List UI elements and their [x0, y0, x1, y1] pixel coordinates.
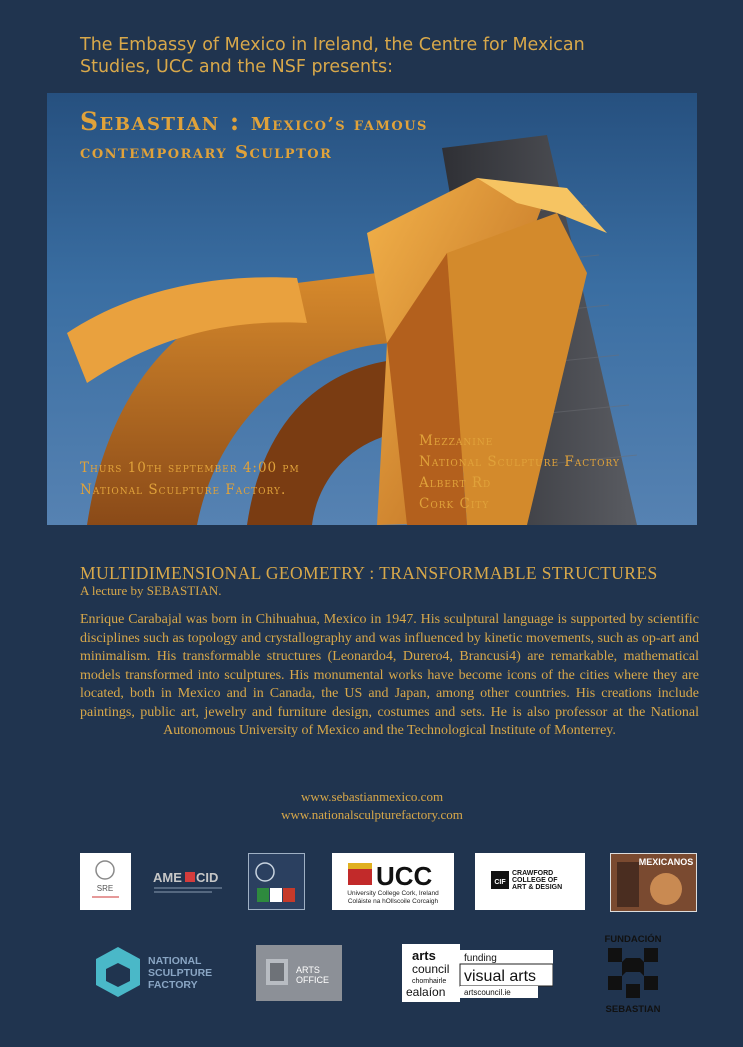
eagle-seal-icon [96, 861, 114, 879]
ucc-line-2: Coláiste na hOllscoile Corcaigh [347, 898, 439, 905]
lecture-title: MULTIDIMENSIONAL GEOMETRY : TRANSFORMABLE STRUCTURES [80, 563, 658, 583]
venue-line: Albert Rd [419, 475, 492, 491]
arts-council-3: chomhairle [412, 978, 447, 985]
venue-line: National Sculpture Factory [419, 454, 620, 470]
web-links [200, 788, 544, 824]
mexicanos-logo [610, 853, 697, 912]
artscouncil-url: artscouncil.ie [464, 988, 511, 997]
nsf-line-1: NATIONAL [148, 955, 202, 967]
arts-council-2: council [412, 962, 450, 976]
event-date: Thurs 10th september 4:00 pm [80, 460, 300, 476]
ucc-logo [332, 853, 454, 910]
fundacion-text: FUNDACIÓN [604, 934, 662, 945]
arts-council-logo [402, 944, 553, 1002]
visual-arts-text: visual arts [464, 968, 537, 985]
hero-image [47, 93, 697, 525]
fundacion-sebastian-logo [596, 932, 671, 1016]
amexcid-logo [152, 866, 230, 898]
sre-logo [80, 853, 131, 910]
nsf-line-2: SCULPTURE [148, 967, 213, 979]
mexican-studies-logo [248, 853, 305, 910]
ucc-text: UCC [376, 861, 433, 891]
venue-line: Mezzanine [419, 433, 494, 449]
crawford-line-1: CRAWFORD [512, 870, 554, 877]
amexcid-mark-icon [185, 872, 195, 882]
headline-line-2: contemporary Sculptor [80, 142, 333, 163]
headline [80, 107, 680, 163]
venue-line: Cork City [419, 496, 490, 512]
lecture-subtitle: A lecture by SEBASTIAN. [80, 583, 222, 598]
amexcid-text-b: CID [196, 870, 219, 885]
venue-address [419, 431, 620, 515]
crawford-mark-text: CIF [494, 879, 506, 886]
event-place: National Sculpture Factory. [80, 482, 287, 498]
amexcid-text-a: AME [153, 870, 182, 885]
arts-office-line-2: OFFICE [296, 975, 329, 985]
mexicanos-text: MEXICANOS [638, 857, 694, 867]
sebastian-mark-icon [608, 948, 658, 998]
arts-office-logo [256, 945, 342, 1001]
presenter-line-1: The Embassy of Mexico in Ireland, the Centre for Mexican [80, 35, 585, 55]
arts-council-1: arts [412, 948, 436, 963]
link-sebastian-mexico[interactable]: www.sebastianmexico.com [300, 789, 444, 804]
presenter-text [80, 34, 680, 78]
crawford-line-2: COLLEGE OF [512, 877, 558, 884]
link-national-sculpture-factory[interactable]: www.nationalsculpturefactory.com [281, 807, 463, 822]
nsf-line-3: FACTORY [148, 979, 198, 991]
presenter-line-2: Studies, UCC and the NSF presents: [80, 57, 393, 77]
nsf-logo [92, 945, 222, 1001]
arts-council-4: ealaíon [406, 985, 446, 999]
seal-icon [256, 863, 274, 881]
ucc-line-1: University College Cork, Ireland [347, 890, 439, 897]
headline-rest: Mexico’s famous [250, 114, 428, 135]
crawford-logo [475, 853, 585, 910]
artist-biography: Enrique Carabajal was born in Chihuahua, Mexico in 1947. His sculptural language is supported by scientific disciplines such as topology and crystallography and was influenced by kinetic movements, such as op-art and minimalism. His transformable structures (Leonardo4, Durero4, Brancusi4) are remarkable, mathematical models transformed into sculptures. His monumental works have become icons of the cities where they are located, both in Mexico and in Canada, the US and Japan, among other countries. His creations include paintings, public art, jewelry and furniture design, costumes and sets. He is also professor at the National Autonomous University of Mexico and the Technological Institute of Monterrey. [80, 612, 699, 738]
crawford-line-3: ART & DESIGN [512, 884, 563, 891]
funding-text: funding [464, 953, 497, 964]
sebastian-text: SEBASTIAN [605, 1004, 661, 1015]
event-details [80, 457, 300, 501]
sre-text: SRE [96, 884, 114, 893]
arts-office-line-1: ARTS [296, 965, 320, 975]
headline-name: Sebastian : [80, 107, 251, 136]
